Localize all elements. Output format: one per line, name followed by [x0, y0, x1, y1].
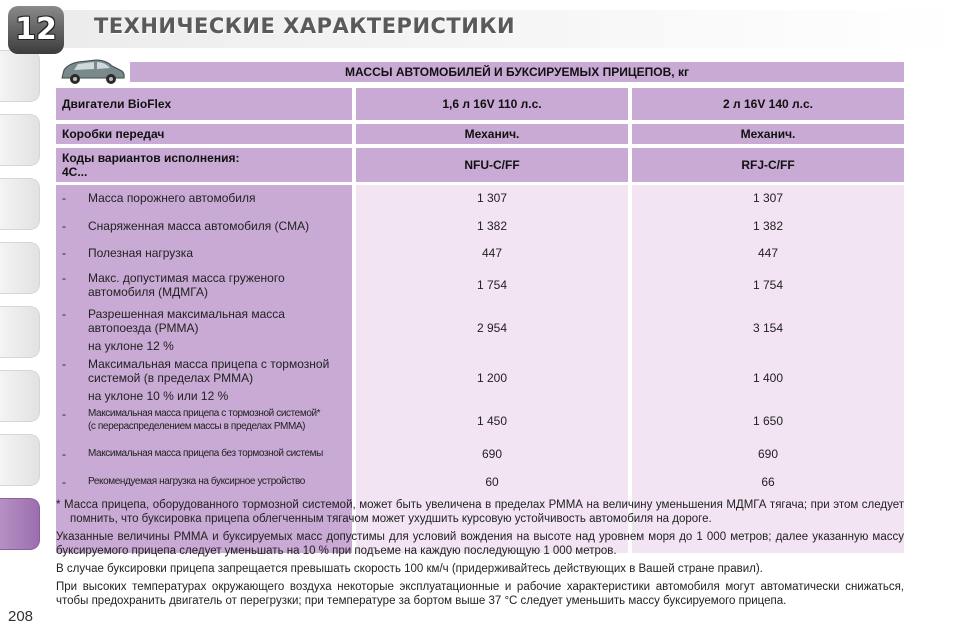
gearbox-value-2: Механич.	[632, 124, 904, 144]
side-tab[interactable]	[0, 242, 40, 294]
row-label: Масса порожнего автомобиля	[88, 191, 256, 205]
codes-label	[56, 148, 352, 182]
row-label: Разрешенная максимальная масса	[88, 307, 285, 321]
side-tab[interactable]	[0, 370, 40, 422]
table-cell: 690	[757, 447, 779, 461]
table-cell: 1 754	[476, 278, 508, 292]
table-cell: 447	[481, 246, 503, 260]
chapter-badge	[8, 6, 64, 54]
engine-value-1: 1,6 л 16V 110 л.с.	[356, 88, 628, 120]
table-cell: 60	[485, 475, 499, 489]
table-cell: 2 954	[476, 321, 508, 335]
chapter-number: 12	[15, 12, 57, 47]
note-paragraph: Указанные величины РММА и буксируемых масс допустимы для условий вождения на высоте над уровнем моря до 1 000 метров; далее указанную массу буксируемого прицепа следует уменьшать на 10 % при подъеме на каждую последующую 1 000 метров.	[56, 531, 904, 557]
row-label: автомобиля (МДМГА)	[88, 285, 208, 299]
table-cell: 1 650	[752, 414, 784, 428]
page-number: 208	[8, 608, 34, 625]
codes-value-1: NFU-C/FF	[356, 148, 628, 182]
table-cell: 1 382	[752, 219, 784, 233]
codes-value-2: RFJ-C/FF	[632, 148, 904, 182]
row-dash: -	[62, 475, 66, 489]
row-label: Максимальная масса прицепа без тормозной системы	[88, 448, 323, 459]
row-dash: -	[62, 246, 66, 260]
chapter-side-tabs	[0, 42, 44, 562]
row-dash: -	[62, 191, 66, 205]
row-label: Максимальная масса прицепа с тормозной системой*	[88, 408, 321, 419]
note-paragraph: В случае буксировки прицепа запрещается превышать скорость 100 км/ч (придерживайтесь действующих в Вашей стране правил).	[56, 563, 763, 575]
row-label: на уклоне 12 %	[88, 339, 174, 353]
gearbox-row	[56, 124, 904, 144]
table-cell: 1 307	[752, 191, 784, 205]
footnote: * Масса прицепа, оборудованного тормозной системой, может быть увеличена в пределах РММА на величину уменьшения МДМГА тягача; при этом следует помнить, что буксировка прицепа облегченным тягачом может ухудшить курсовую устойчивость автомобиля на дороге.	[56, 499, 904, 525]
row-dash: -	[62, 271, 66, 285]
row-dash: -	[62, 407, 66, 421]
row-dash: -	[62, 447, 66, 461]
codes-row	[56, 148, 904, 182]
row-label: Максимальная масса прицепа с тормозной	[88, 357, 330, 371]
table-cell: 1 754	[752, 278, 784, 292]
side-tab[interactable]	[0, 178, 40, 230]
row-dash: -	[62, 357, 66, 371]
row-label: системой (в пределах РММА)	[88, 371, 254, 385]
side-tab[interactable]	[0, 434, 40, 486]
row-label: Снаряженная масса автомобиля (СМА)	[88, 219, 310, 233]
row-label: Полезная нагрузка	[88, 246, 193, 260]
table-cell: 3 154	[752, 321, 784, 335]
table-cell: 66	[761, 475, 775, 489]
side-tab[interactable]	[0, 50, 40, 102]
page-title: ТЕХНИЧЕСКИЕ ХАРАКТЕРИСТИКИ	[94, 14, 516, 38]
table-cell: 1 450	[476, 414, 508, 428]
gearbox-value-1: Механич.	[356, 124, 628, 144]
row-label: Рекомендуемая нагрузка на буксирное устройство	[88, 476, 305, 487]
notes	[56, 498, 904, 612]
row-label: Макс. допустимая масса груженого	[88, 271, 285, 285]
engine-row	[56, 88, 904, 120]
table-section-title: МАССЫ АВТОМОБИЛЕЙ И БУКСИРУЕМЫХ ПРИЦЕПОВ, кг	[130, 62, 904, 82]
table-cell: 1 382	[476, 219, 508, 233]
codes-label-line-2: 4С...	[62, 165, 88, 179]
engine-value-2: 2 л 16V 140 л.с.	[632, 88, 904, 120]
car-icon	[58, 54, 128, 86]
row-label: (с перераспределением массы в пределах РММА)	[88, 421, 306, 432]
row-label: на уклоне 10 % или 12 %	[88, 389, 229, 403]
row-label: автопоезда (РММА)	[88, 321, 199, 335]
table-cell: 690	[481, 447, 503, 461]
table-cell: 1 307	[476, 191, 508, 205]
table-cell: 447	[757, 246, 779, 260]
table-cell: 1 200	[476, 371, 508, 385]
side-tab-active[interactable]	[0, 498, 40, 550]
gearbox-label: Коробки передач	[56, 124, 352, 144]
codes-label-line-1: Коды вариантов исполнения:	[62, 151, 240, 165]
note-paragraph: При высоких температурах окружающего воздуха некоторые эксплуатационные и рабочие характеристики автомобиля могут автоматически снижаться, чтобы предохранить двигатель от перегрузки; при температуре за бортом выше 37 °C следует уменьшить массу буксируемого прицепа.	[56, 581, 904, 607]
side-tab[interactable]	[0, 306, 40, 358]
side-tab[interactable]	[0, 114, 40, 166]
engine-label: Двигатели BioFlex	[56, 88, 352, 120]
row-dash: -	[62, 307, 66, 321]
table-cell: 1 400	[752, 371, 784, 385]
row-dash: -	[62, 219, 66, 233]
